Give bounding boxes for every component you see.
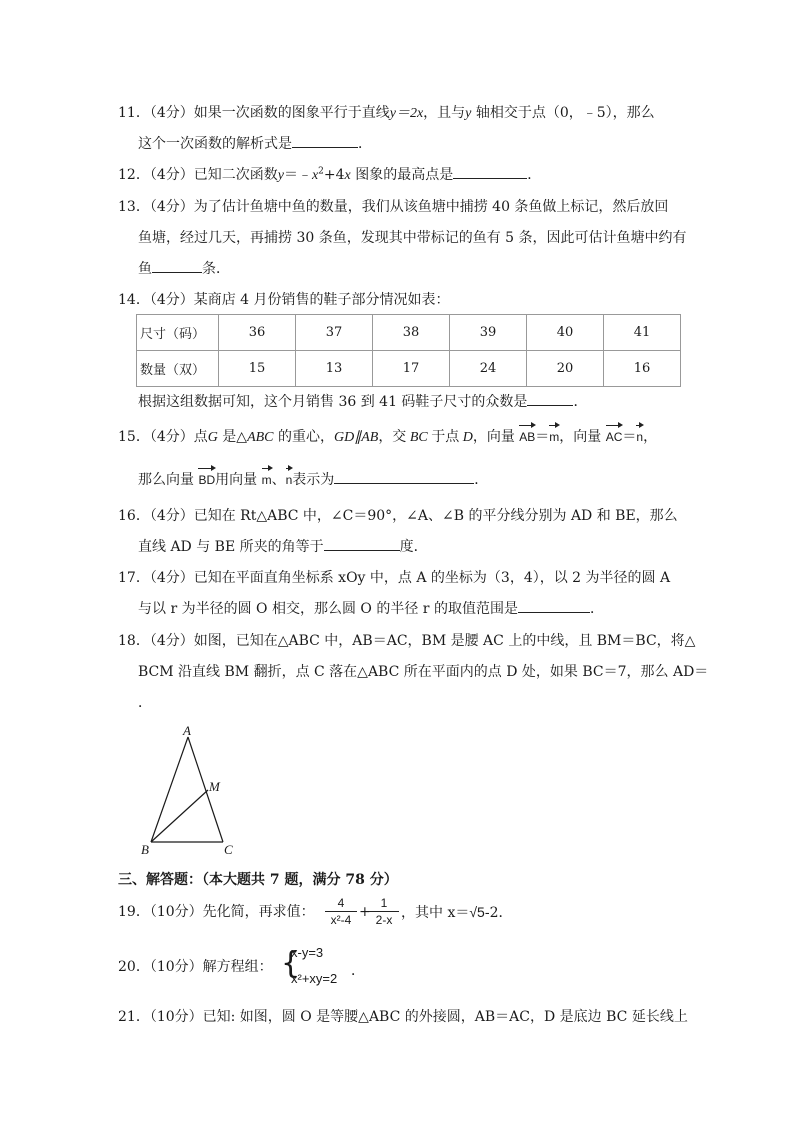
frac1-den: x²-4 xyxy=(330,913,352,927)
q20-end: ． xyxy=(351,963,365,979)
q15-eq1: ＝ xyxy=(535,429,550,445)
table-header-count: 数量（双） xyxy=(137,351,219,387)
vector-ab: AB xyxy=(519,430,536,444)
q21-line1: 21．（10分）已知: 如图，圆 O 是等腰△ABC 的外接圆，AB＝AC，D 是底边 BC 延长线上 xyxy=(118,1009,688,1025)
q16-line2 xyxy=(138,538,428,556)
q13-answer-blank[interactable] xyxy=(152,260,202,273)
q15-text-c: 的重心， xyxy=(273,429,334,445)
q11-line-eq: y＝2x xyxy=(389,106,424,121)
q14-after xyxy=(138,393,587,411)
q17-line2 xyxy=(138,600,604,618)
q17-line1: 17．（4分）已知在平面直角坐标系 xOy 中，点 A 的坐标为（3，4），以 2 为半径的圆 A xyxy=(118,570,671,586)
q13-end: 条． xyxy=(202,261,230,277)
q14-intro: 14．（4分）某商店 4 月份销售的鞋子部分情况如表： xyxy=(118,292,450,308)
q12-answer-blank[interactable] xyxy=(453,166,527,179)
label-b: B xyxy=(141,842,149,857)
q16-text: 直线 AD 与 BE 所夹的角等于 xyxy=(138,539,324,555)
q19-line xyxy=(118,903,315,921)
q12-plus: +4 xyxy=(323,167,345,183)
q15-parallel: GD∥AB xyxy=(333,430,379,445)
q11-text-d: 这个一次函数的解析式是 xyxy=(138,136,292,152)
vector-ac: AC xyxy=(605,430,623,444)
q17-end: ． xyxy=(589,601,604,617)
q12-x: x xyxy=(311,168,319,183)
section-title: 三、解答题：（本大题共 7 题，满分 78 分） xyxy=(118,872,398,888)
q19-sqrt: √5 xyxy=(469,904,485,920)
frac2-den: 2-x xyxy=(375,913,393,927)
q15-line2 xyxy=(138,471,488,489)
q11-answer-blank[interactable] xyxy=(292,135,358,148)
q15-comma: ， xyxy=(643,429,658,445)
label-m: M xyxy=(209,779,220,794)
vector-m: m xyxy=(549,430,560,444)
q13-text: 鱼 xyxy=(138,261,152,277)
q11-line1 xyxy=(118,104,655,123)
frac1-num: 4 xyxy=(325,895,357,912)
q12-eq: ＝﹣ xyxy=(283,167,312,183)
q14-end: ． xyxy=(573,394,588,410)
q15-d: D xyxy=(459,430,473,445)
q19-fraction-1 xyxy=(325,895,357,928)
q16-end: 度． xyxy=(399,539,428,555)
q20-eq1: x-y=3 xyxy=(291,945,324,960)
q15-line1 xyxy=(118,428,657,447)
q19-plus: + xyxy=(359,904,371,920)
q14-answer-blank[interactable] xyxy=(527,393,573,406)
q15-end: ． xyxy=(474,472,489,488)
table-cell: 40 xyxy=(527,315,604,351)
q15-text-f: ，向量 xyxy=(472,429,520,445)
q15-text-b: 是△ xyxy=(217,429,248,445)
q15-text-i: 用向量 xyxy=(215,472,262,488)
q15-text-h: 那么向量 xyxy=(138,472,199,488)
q18-line3: ． xyxy=(138,695,152,711)
label-a: A xyxy=(183,723,191,738)
table-row xyxy=(137,315,681,351)
q17-text: 与以 r 为半径的圆 O 相交，那么圆 O 的半径 r 的取值范围是 xyxy=(138,601,518,617)
q19-tail xyxy=(401,903,512,922)
q12-x2: x xyxy=(344,168,351,183)
q18-line1: 18．（4分）如图，已知在△ABC 中，AB＝AC，BM 是腰 AC 上的中线，且 BM＝BC，将△ xyxy=(118,633,696,649)
q16-answer-blank[interactable] xyxy=(324,538,400,551)
q14-text: 根据这组数据可知，这个月销售 36 到 41 码鞋子尺寸的众数是 xyxy=(138,394,528,410)
q12-end: ． xyxy=(527,167,542,183)
vector-m-2: m xyxy=(261,473,272,487)
table-cell: 37 xyxy=(296,315,373,351)
q19-text-b: ，其中 x＝ xyxy=(401,905,470,921)
triangle-figure xyxy=(138,722,248,857)
q15-abc: ABC xyxy=(247,430,274,445)
q11-y-axis: y xyxy=(465,106,472,121)
side-ab xyxy=(151,737,188,842)
q11-text: 11．（4分）如果一次函数的图象平行于直线 xyxy=(118,105,390,121)
q13-line1: 13．（4分）为了估计鱼塘中鱼的数量，我们从该鱼塘中捕捞 40 条鱼做上标记，然后放回 xyxy=(118,199,669,215)
table-cell: 20 xyxy=(527,351,604,387)
q15-eq2: ＝ xyxy=(622,429,637,445)
table-cell: 39 xyxy=(450,315,527,351)
table-cell: 41 xyxy=(604,315,681,351)
q12-y: y xyxy=(277,168,284,183)
q15-text-g: ，向量 xyxy=(559,429,606,445)
q20-line: 20．（10分）解方程组： xyxy=(118,959,273,975)
table-cell: 38 xyxy=(373,315,450,351)
q19-text-c: -2． xyxy=(484,905,513,921)
table-cell: 16 xyxy=(604,351,681,387)
q16-line1: 16．（4分）已知在 Rt△ABC 中，∠C＝90°，∠A、∠B 的平分线分别为 AD 和 BE，那么 xyxy=(118,508,678,524)
q15-answer-blank[interactable] xyxy=(334,471,474,484)
q13-line3 xyxy=(138,260,230,278)
table-cell: 15 xyxy=(219,351,296,387)
table-cell: 24 xyxy=(450,351,527,387)
q11-text-b: ，且与 xyxy=(423,105,466,121)
q20-eq2: x²+xy=2 xyxy=(291,971,338,986)
q13-line2: 鱼塘，经过几天，再捕捞 30 条鱼，发现其中带标记的鱼有 5 条，因此可估计鱼塘中约有 xyxy=(138,230,687,246)
q12-text: 12．（4分）已知二次函数 xyxy=(118,167,278,183)
q15-bc: BC xyxy=(406,430,432,445)
shoe-table xyxy=(136,314,681,387)
q11-text-c: 轴相交于点（0，﹣5），那么 xyxy=(471,105,655,121)
q15-text: 15．（4分）点 xyxy=(118,429,208,445)
q19-fraction-2 xyxy=(369,895,399,928)
q12-exp: 2 xyxy=(318,166,324,177)
vector-bd: BD xyxy=(198,473,216,487)
table-row xyxy=(137,351,681,387)
q19-text: 19．（10分）先化简，再求值： xyxy=(118,904,315,920)
q15-text-j: 表示为 xyxy=(292,472,335,488)
frac2-num: 1 xyxy=(369,895,399,912)
q11-end: ． xyxy=(358,136,372,152)
q17-answer-blank[interactable] xyxy=(518,600,590,613)
q11-line2 xyxy=(138,135,372,153)
q12-line xyxy=(118,166,541,185)
q15-sep: 、 xyxy=(271,472,286,488)
table-cell: 17 xyxy=(373,351,450,387)
q15-text-e: 于点 xyxy=(431,429,460,445)
q12-text-b: 图象的最高点是 xyxy=(350,167,454,183)
vector-n-2: n xyxy=(285,473,293,487)
table-cell: 36 xyxy=(219,315,296,351)
q18-line2: BCM 沿直线 BM 翻折，点 C 落在△ABC 所在平面内的点 D 处，如果 BC＝7，那么 AD＝ xyxy=(138,664,709,680)
q15-g: G xyxy=(207,430,218,445)
q15-text-d: ，交 xyxy=(378,429,407,445)
table-cell: 13 xyxy=(296,351,373,387)
label-c: C xyxy=(224,842,233,857)
table-header-size: 尺寸（码） xyxy=(137,315,219,351)
vector-n: n xyxy=(636,430,644,444)
q20-brace: { xyxy=(281,946,301,981)
